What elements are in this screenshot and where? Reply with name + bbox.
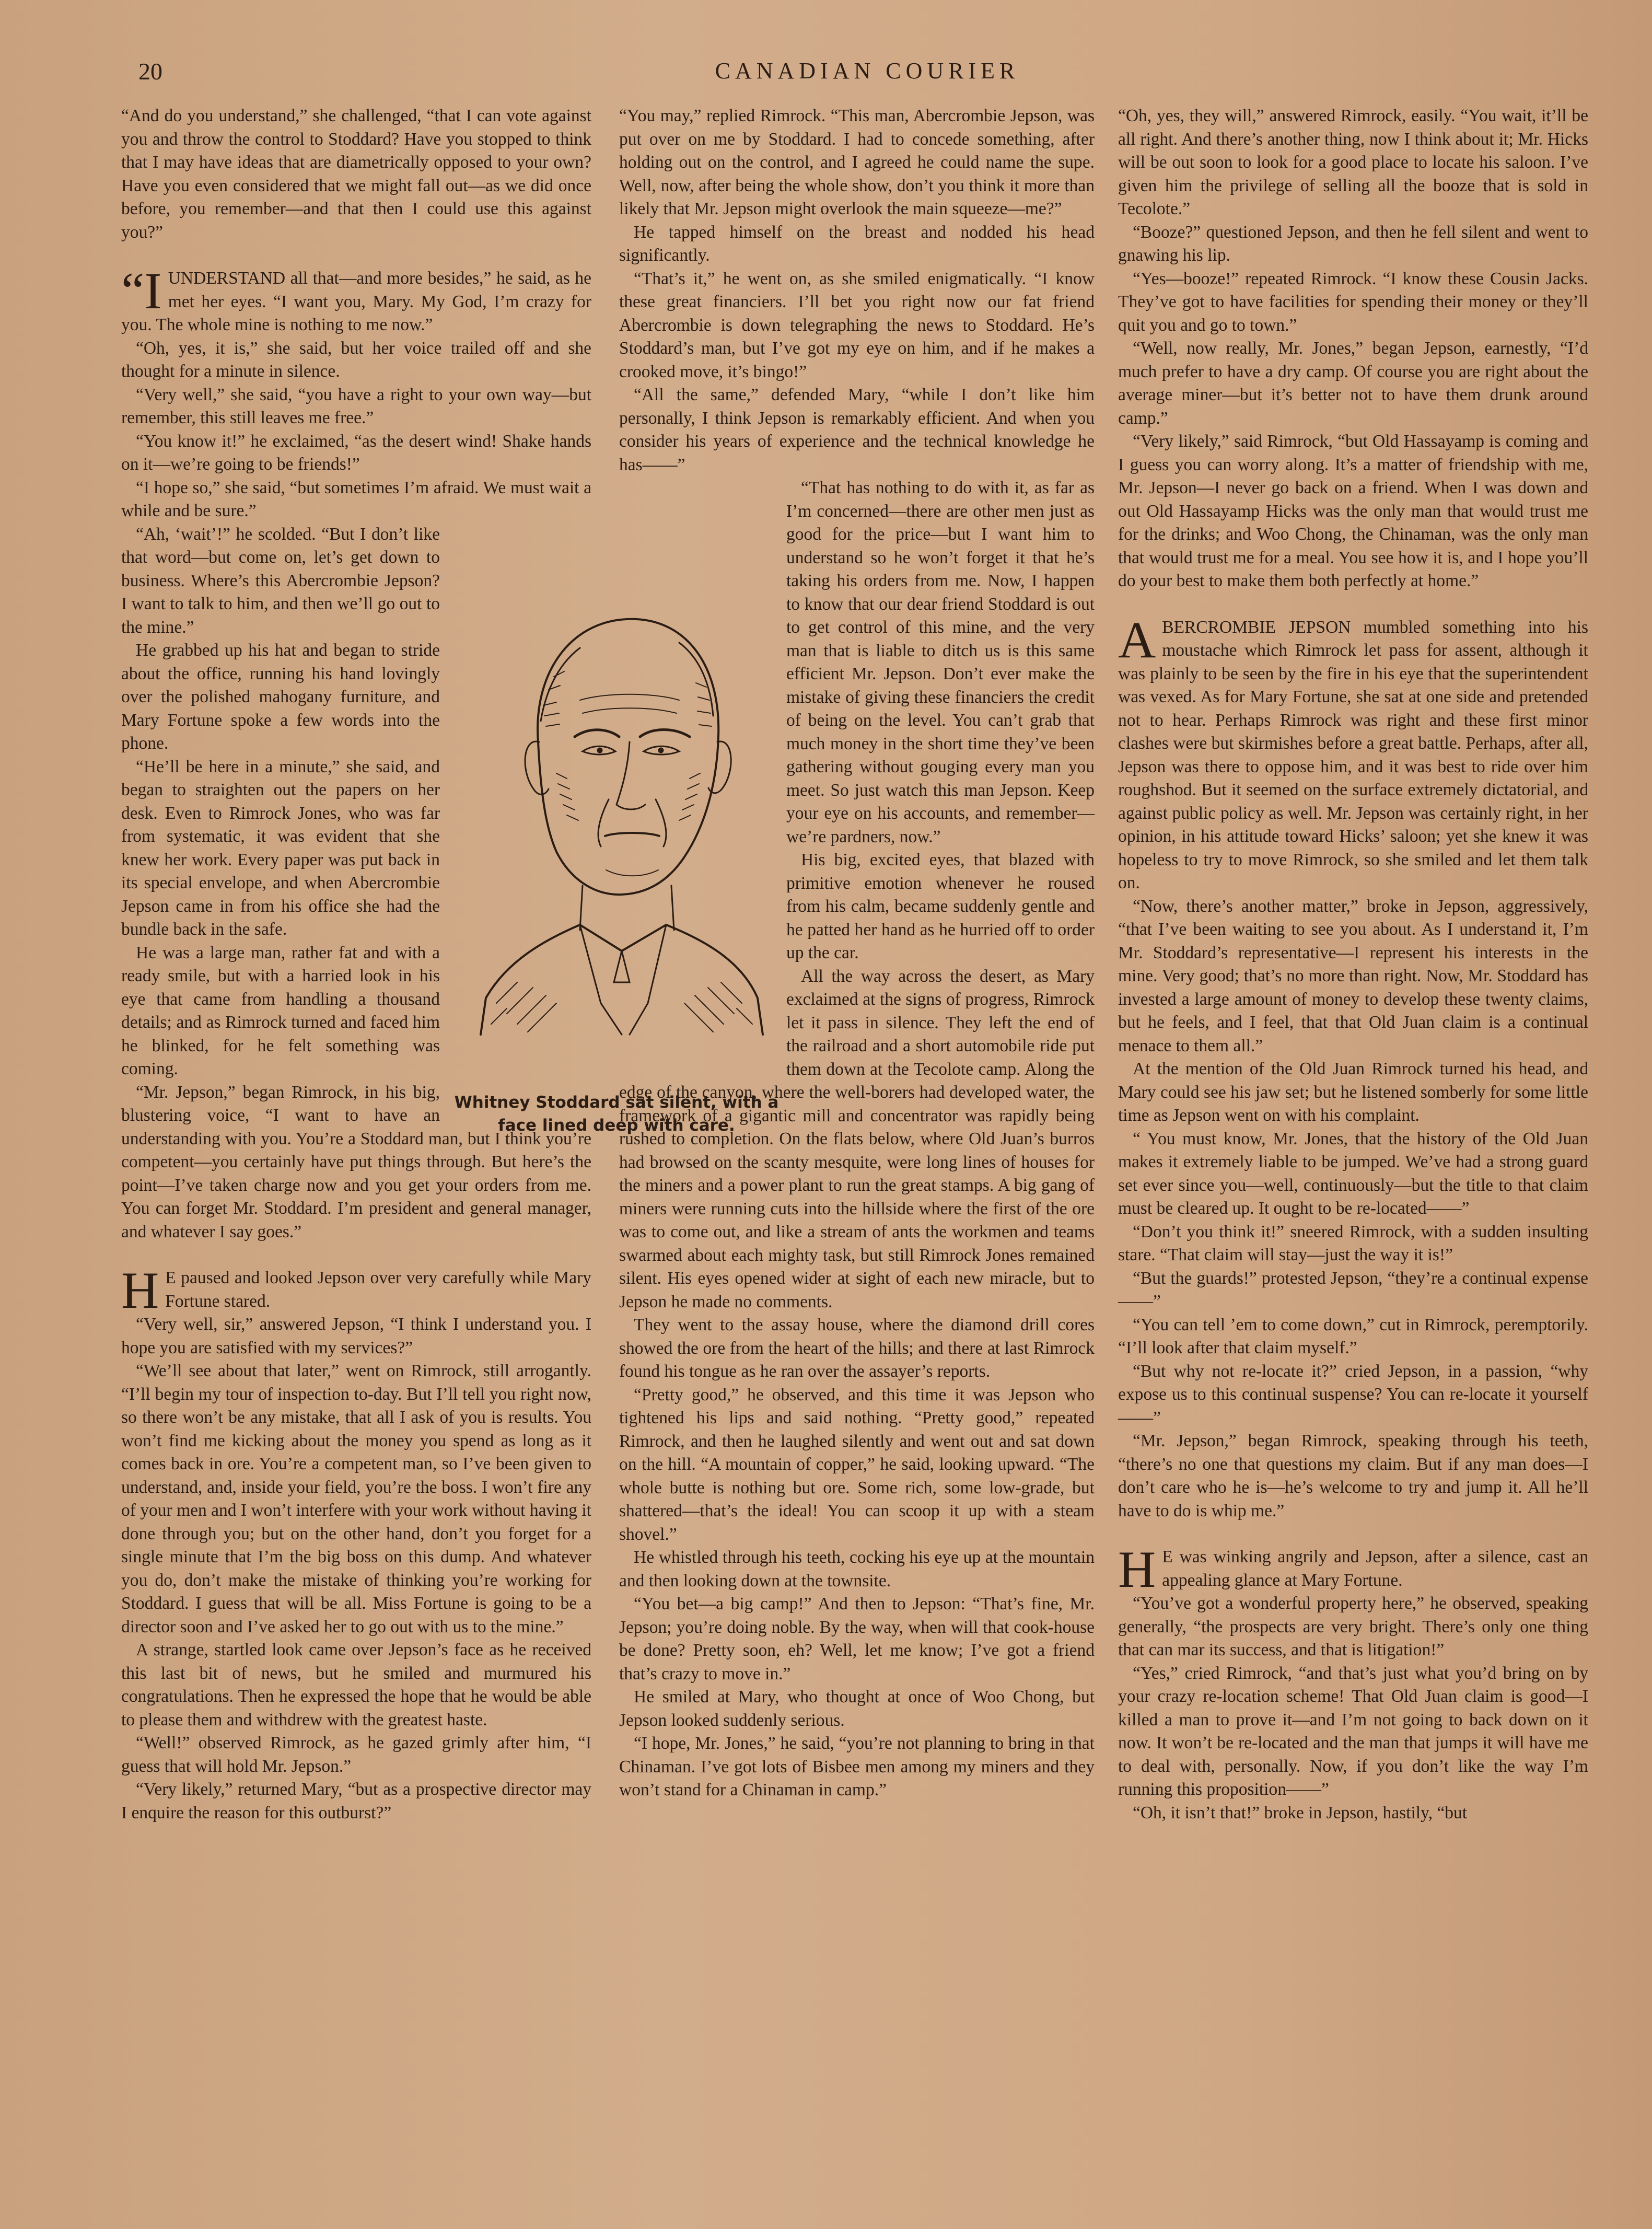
paragraph: “You know it!” he exclaimed, “as the desert wind! Shake hands on it—we’re going to be friends!”: [121, 431, 591, 474]
paragraph-text: UNDERSTAND all that—and more besides,” he said, as he met her eyes. “I want you, Mary. My God, I’m crazy for you. The whole mine is nothing to me now.”: [121, 269, 591, 334]
paragraph: [1118, 1540, 1588, 1598]
paragraph-text: BERCROMBIE JEPSON mumbled something into his moustache which Rimrock let pass for assent, although it was plainly to be seen by the fire in his eye that the superintendent was vexed. As for Mary Fortune, she sat at one side and pretended not to hear. Perhaps Rimrock was right and these first minor clashes were but skirmishes before a great battle. Perhaps, after all, Jepson was there to oppose him, and it was best to ride over him roughshod. But it seemed on the surface extremely dictatorial, and against public policy as well. Mr. Jepson was certainly right, in her opinion, in his attitude toward Hicks’ saloon; yet she knew it was hopeless to try to move Rimrock, so she smiled and let them talk on.: [1118, 617, 1588, 892]
paragraph: “Very likely,” said Rimrock, “but Old Hassayamp is coming and I guess you can worry along. It’s a matter of friendship with me, Mr. Jepson—I never go back on a friend. When I was down and out Old Hassayamp Hicks was the only man that would trust me for the drinks; and Woo Chong, the Chinaman, was the only man that would trust me for a meal. You see how it is, and I hope you’ll do your best to make them both perfectly at home.”: [1118, 432, 1588, 590]
paragraph: “Very likely,” returned Mary, “but as a prospective director may I enquire the reason for this outburst?”: [121, 1780, 591, 1822]
paragraph-text: E was winking angrily and Jepson, after a silence, cast an appealing glance at Mary Fortune.: [1162, 1547, 1588, 1590]
paragraph: “Very well, sir,” answered Jepson, “I think I understand you. I hope you are satisfied with my services?”: [121, 1315, 591, 1357]
paragraph: “All the same,” defended Mary, “while I don’t like him personally, I think Jepson is remarkably efficient. And when you consider his years of experience and the technical knowledge he has——”: [619, 385, 1095, 474]
paragraph: He smiled at Mary, who thought at once of Woo Chong, but Jepson looked suddenly serious.: [619, 1687, 1095, 1730]
paragraph: “Mr. Jepson,” began Rimrock, speaking through his teeth, “there’s no one that questions my claim. But if any man does—I don’t care who he is—he’s welcome to try and jump it. All he’ll have to do is whip me.”: [1118, 1431, 1588, 1520]
paragraph-text: E paused and looked Jepson over very carefully while Mary Fortune stared.: [165, 1268, 591, 1311]
drop-cap: H: [121, 1261, 159, 1319]
paragraph: He was a large man, rather fat and with a ready smile, but with a harried look in his eye that came from handling a thousand details; and as Rimrock turned and faced him he blinked, for he felt something was coming.: [121, 943, 440, 1078]
paragraph: “Ah, ‘wait’!” he scolded. “But I don’t like that word—but come on, let’s get down to business. Where’s this Abercrombie Jepson? I want to talk to him, and then we’ll go out to the mine.”: [121, 524, 440, 637]
paragraph: His big, excited eyes, that blazed with primitive emotion whenever he roused from his calm, became suddenly gentle and he patted her hand as he hurried off to order up the car.: [786, 850, 1095, 962]
paragraph: “We’ll see about that later,” went on Rimrock, still arrogantly. “I’ll begin my tour of inspection to-day. But I’ll tell you right now, so there won’t be any mistake, that all I ask of you is results. You won’t find me kicking about the money you spend as long as it comes back in ore. You’re a competent man, so I’ve been given to understand, and, inside your field, you’re the boss. I won’t fire any of your men and I won’t interfere with your work without having it done through you; but on the other hand, don’t you forget for a single minute that I’m the big boss on this dump. And whatever you do, don’t make the mistake of thinking you’re working for Stoddard. I guess that will be all. Miss Fortune is going to be a director soon and I’ve asked her to go out with us to the mine.”: [121, 1361, 591, 1636]
paragraph: “Very well,” she said, “you have a right to your own way—but remember, this still leaves me free.”: [121, 385, 591, 427]
paragraph: “But why not re-locate it?” cried Jepson, in a passion, “why expose us to this continual suspense? You can re-locate it yourself——”: [1118, 1361, 1588, 1427]
paragraph: “You may,” replied Rimrock. “This man, Abercrombie Jepson, was put over on me by Stoddard. I had to concede something, after holding out on the control, and I agreed he could name the supe. Well, now, after being the whole show, don’t you think it more than likely that Mr. Jepson might overlook the main squeeze—me?”: [619, 106, 1095, 218]
paragraph: “You bet—a big camp!” And then to Jepson: “That’s fine, Mr. Jepson; you’re doing noble. By the way, when will that cook-house be done? Pretty soon, eh? Well, let me know; I’ve got a friend that’s crazy to move in.”: [619, 1594, 1095, 1684]
column-3: [1118, 105, 1588, 1825]
paragraph: [121, 262, 591, 337]
paragraph: “But the guards!” protested Jepson, “they’re a continual expense——”: [1118, 1268, 1588, 1311]
drop-cap: A: [1118, 610, 1156, 669]
paragraph: “Well!” observed Rimrock, as he gazed grimly after him, “I guess that will hold Mr. Jepson.”: [121, 1733, 591, 1776]
paragraph: “Oh, yes, it is,” she said, but her voice trailed off and she thought for a minute in silence.: [121, 338, 591, 381]
paragraph: “Yes—booze!” repeated Rimrock. “I know these Cousin Jacks. They’ve got to have facilities for spending their money or they’ll quit you and go to town.”: [1118, 269, 1588, 335]
drop-cap: “I: [121, 262, 162, 320]
paragraph: “He’ll be here in a minute,” she said, and began to straighten out the papers on her desk. Even to Rimrock Jones, who was far from systematic, it was evident that she knew her work. Every paper was put back in its special envelope, and when Abercrombie Jepson came in from his office she had the bundle back in the safe.: [121, 757, 440, 939]
paragraph: [121, 1261, 591, 1319]
page-header: [138, 57, 1596, 89]
paragraph: “You’ve got a wonderful property here,” he observed, speaking generally, “the prospects are very bright. There’s only one thing that can mar its success, and that is litigation!”: [1118, 1594, 1588, 1659]
paragraph: “Well, now really, Mr. Jones,” began Jepson, earnestly, “I’d much prefer to have a dry camp. Of course you are right about the average miner—but it’s better not to have them drunk around camp.”: [1118, 339, 1588, 428]
paragraph: “Don’t you think it!” sneered Rimrock, with a sudden insulting stare. “That claim will stay—just the way it is!”: [1118, 1222, 1588, 1264]
masthead: CANADIAN COURIER: [715, 58, 1020, 84]
page-number: 20: [138, 58, 162, 85]
paragraph: [1118, 610, 1588, 895]
paragraph: “I hope, Mr. Jones,” he said, “you’re not planning to bring in that Chinaman. I’ve got lots of Bisbee men among my miners and they won’t stand for a Chinaman in camp.”: [619, 1734, 1095, 1800]
paragraph: “That has nothing to do with it, as far as I’m concerned—there are other men just as good for the price—but I want him to understand so he won’t forget it that he’s taking his orders from me. Now, I happen to know that our dear friend Stoddard is out to get control of this mine, and the very man that is liable to ditch us is this same efficient Mr. Jepson. Don’t ever make the mistake of giving these financiers the credit of being on the level. You can’t grab that much money in the short time they’ve been gathering without gouging every man you meet. So just watch this man Jepson. Keep your eye on his accounts, and remember—we’re pardners, now.”: [786, 478, 1095, 846]
paragraph: “I hope so,” she said, “but sometimes I’m afraid. We must wait a while and be sure.”: [121, 478, 591, 520]
paragraph: “Pretty good,” he observed, and this time it was Jepson who tightened his lips and said nothing. “Pretty good,” repeated Rimrock, and then he laughed silently and went out and sat down on the hill. “A mountain of copper,” he said, looking upward. “The whole butte is nothing but ore. Some rich, some low-grade, but shattered—that’s the ideal! You can scoop it up with a steam shovel.”: [619, 1385, 1095, 1544]
paragraph: He grabbed up his hat and began to stride about the office, running his hand lovingly over the polished mahogany furniture, and Mary Fortune spoke a few words into the phone.: [121, 641, 440, 753]
paragraph: They went to the assay house, where the diamond drill cores showed the ore from the heart of the hills; and there at last Rimrock found his tongue as he ran over the assayer’s reports.: [619, 1315, 1095, 1381]
paragraph: At the mention of the Old Juan Rimrock turned his head, and Mary could see his jaw set; but he listened somberly for some little time as Jepson went on with his complaint.: [1118, 1059, 1588, 1125]
paragraph: “Oh, yes, they will,” answered Rimrock, easily. “You wait, it’ll be all right. And there’s another thing, now I think about it; Mr. Hicks will be out soon to look for a good place to locate his saloon. I’ve given him the privilege of selling all the booze that is sold in Tecolote.”: [1118, 106, 1588, 218]
paragraph: He whistled through his teeth, cocking his eye up at the mountain and then looking down at the townsite.: [619, 1548, 1095, 1591]
paragraph: “And do you understand,” she challenged, “that I can vote against you and throw the control to Stoddard? Have you stopped to think that I may have ideas that are diametrically opposed to your own? Have you even considered that we might fall out—as we did once before, you remember—and that then I could use this against you?”: [121, 106, 591, 242]
paragraph: “Yes,” cried Rimrock, “and that’s just what you’d bring on by your crazy re-location scheme! That Old Juan claim is good—I killed a man to prove it—and I’m not going to back down on it now. It won’t be re-located and the man that jumps it will have me to deal with, personally. Now, if you don’t like the way I’m running this proposition——”: [1118, 1663, 1588, 1799]
portrait-sketch: [449, 585, 784, 1055]
paragraph: “ You must know, Mr. Jones, that the history of the Old Juan makes it extremely liable to be jumped. We’ve had a strong guard set ever since you—well, continuously—but the title to that claim must be cleared up. It ought to be re-located——”: [1118, 1129, 1588, 1218]
paragraph: “Oh, it isn’t that!” broke in Jepson, hastily, “but: [1133, 1803, 1468, 1822]
paragraph: “Mr. Jepson,” began Rimrock, in his big, blustering voice, “I want to have an understanding with you. You’re a Stoddard man, but I think you’re competent—you certainly have put things through. But here’s the point—I’ve taken charge now and you get your orders from me. You can forget Mr. Stoddard. I’m president and general manager, and whatever I say goes.”: [121, 1082, 591, 1241]
portrait-illustration: [444, 585, 789, 1147]
paragraph: “Now, there’s another matter,” broke in Jepson, aggressively, “that I’ve been waiting to see you about. As I understand it, I’m Mr. Stoddard’s representative—I represent his interests in the mine. Very good; that’s no more than right. Now, Mr. Stoddard has invested a large amount of money to develop these twenty claims, but he feels, and I feel, that that Old Juan claim is a continual menace to them all.”: [1118, 896, 1588, 1055]
paragraph: He tapped himself on the breast and nodded his head significantly.: [619, 222, 1095, 265]
paragraph: “Booze?” questioned Jepson, and then he fell silent and went to gnawing his lip.: [1118, 222, 1588, 265]
paragraph: A strange, startled look came over Jepson’s face as he received this last bit of news, but he smiled and murmured his congratulations. Then he expressed the hope that he would be able to please them and withdrew with the greatest haste.: [121, 1640, 591, 1729]
paragraph: “That’s it,” he went on, as she smiled enigmatically. “I know these great financiers. I’ll bet you right now our fat friend Abercrombie is down telegraphing the news to Stoddard. He’s Stoddard’s man, but I’ve got my eye on him, and if he makes a crooked move, it’s bingo!”: [619, 269, 1095, 381]
drop-cap: H: [1118, 1540, 1156, 1598]
paragraph: All the way across the desert, as Mary exclaimed at the signs of progress, Rimrock let it pass in silence. They left the end of the railroad and a short automobile ride put them down at the Tecolote camp. Along the edge of the canyon, where the well-borers had developed water, the framework of a gigantic mill and concentrator was rapidly being rushed to completion. On the flats below, where Old Juan’s burros had browsed on the scanty mesquite, were long lines of houses for the miners and a power plant to run the great stamps. A big gang of miners were running cuts into the hillside where the first of the ore was to come out, and like a stream of ants the workmen and teams swarmed about each mighty task, but still Rimrock Jones remained silent. His eyes opened wider at sight of each new miracle, but to Jepson he made no comments.: [619, 966, 1095, 1311]
paragraph: “You can tell ’em to come down,” cut in Rimrock, peremptorily. “I’ll look after that claim myself.”: [1118, 1315, 1588, 1357]
illustration-caption: Whitney Stoddard sat silent, with a face lined deep with care.: [454, 1093, 779, 1135]
